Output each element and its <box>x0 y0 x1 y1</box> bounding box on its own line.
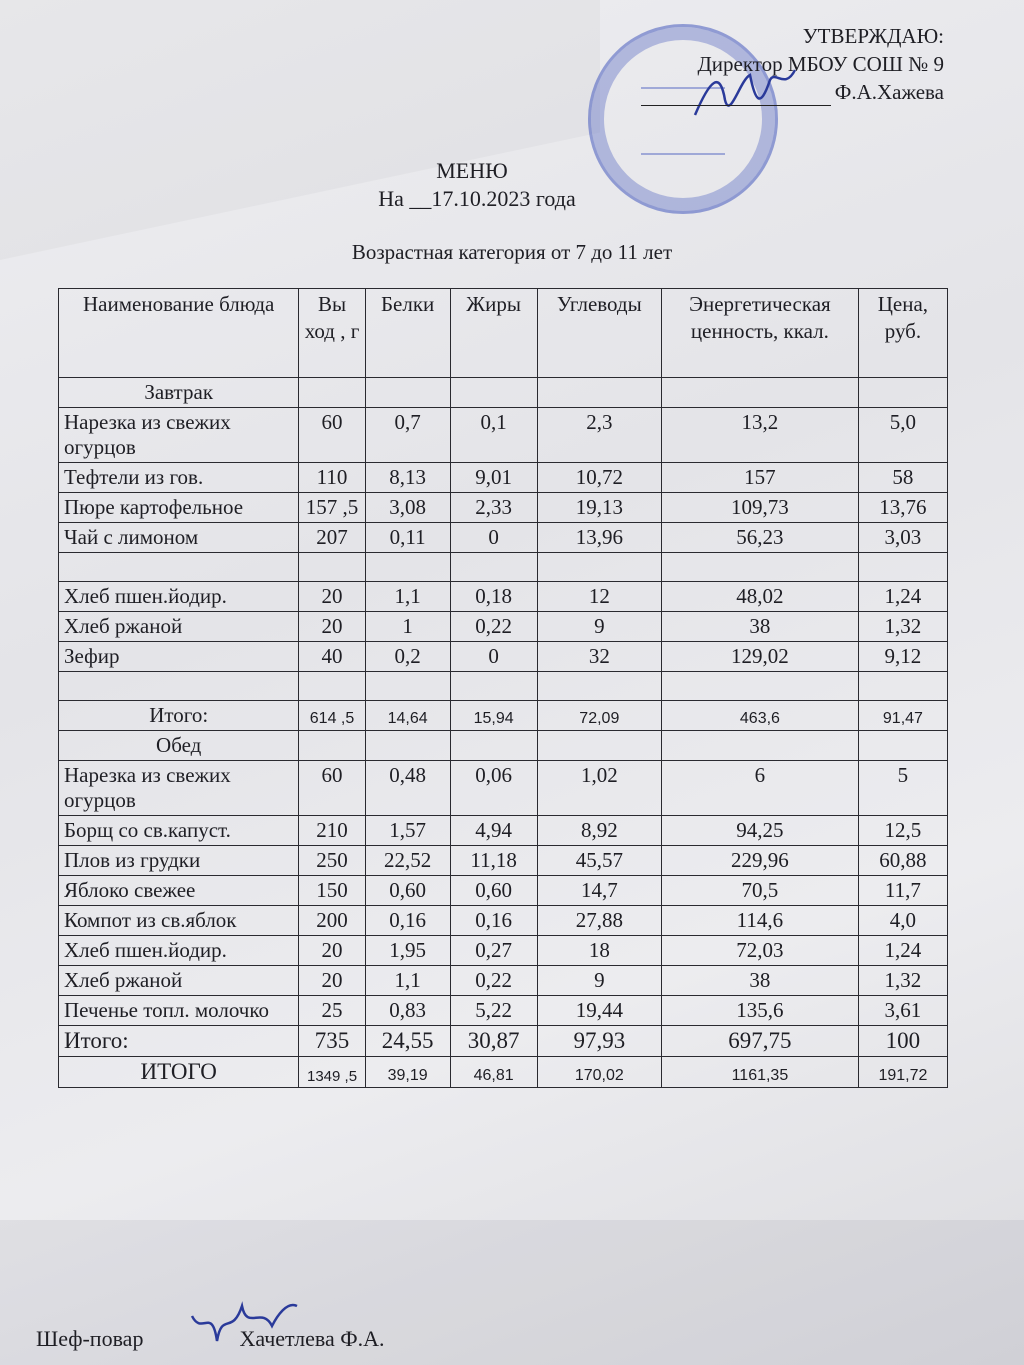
value-cell: 11,18 <box>450 846 537 876</box>
chef-label: Шеф-повар <box>36 1326 144 1351</box>
table-row <box>59 936 948 966</box>
value-cell: 0,22 <box>450 966 537 996</box>
table-row <box>59 996 948 1026</box>
value-cell: 4,0 <box>858 906 947 936</box>
value-cell: 9,12 <box>858 642 947 672</box>
dish-name-cell: Итого: <box>59 1026 299 1057</box>
empty-row <box>59 553 948 582</box>
value-cell: 0,60 <box>365 876 450 906</box>
section-row <box>59 378 948 408</box>
dish-name-cell: Хлеб ржаной <box>59 612 299 642</box>
table-row <box>59 761 948 816</box>
dish-name-cell: Плов из грудки <box>59 846 299 876</box>
value-cell: 14,64 <box>365 701 450 731</box>
value-cell: 109,73 <box>661 493 858 523</box>
dish-name-cell: Борщ со св.капуст. <box>59 816 299 846</box>
value-cell: 60 <box>299 408 365 463</box>
value-cell: 110 <box>299 463 365 493</box>
value-cell: 19,44 <box>537 996 661 1026</box>
chef-name: Хачетлева Ф.А. <box>239 1326 385 1351</box>
value-cell: 9,01 <box>450 463 537 493</box>
value-cell: 94,25 <box>661 816 858 846</box>
date-value: 17.10.2023 <box>431 186 531 211</box>
value-cell: 0,11 <box>365 523 450 553</box>
dish-name-cell: Чай с лимоном <box>59 523 299 553</box>
value-cell: 10,72 <box>537 463 661 493</box>
value-cell: 1,02 <box>537 761 661 816</box>
menu-table <box>58 288 948 1088</box>
date-prefix: На __ <box>378 186 432 211</box>
value-cell: 0,27 <box>450 936 537 966</box>
value-cell: 6 <box>661 761 858 816</box>
value-cell: 1,57 <box>365 816 450 846</box>
table-row <box>59 463 948 493</box>
value-cell: 60 <box>299 761 365 816</box>
chef-signature <box>182 1296 302 1356</box>
value-cell: 13,2 <box>661 408 858 463</box>
value-cell: 11,7 <box>858 876 947 906</box>
value-cell: 56,23 <box>661 523 858 553</box>
column-header: Цена, руб. <box>858 289 947 378</box>
table-row <box>59 876 948 906</box>
table-row <box>59 846 948 876</box>
section-row <box>59 731 948 761</box>
section-label: Обед <box>59 731 299 761</box>
value-cell: 20 <box>299 612 365 642</box>
value-cell: 48,02 <box>661 582 858 612</box>
table-row <box>59 612 948 642</box>
value-cell: 250 <box>299 846 365 876</box>
value-cell: 3,61 <box>858 996 947 1026</box>
value-cell: 12,5 <box>858 816 947 846</box>
approval-block <box>641 22 944 106</box>
value-cell: 2,3 <box>537 408 661 463</box>
value-cell: 229,96 <box>661 846 858 876</box>
dish-name-cell: Тефтели из гов. <box>59 463 299 493</box>
value-cell: 0,83 <box>365 996 450 1026</box>
value-cell: 191,72 <box>858 1057 947 1088</box>
value-cell: 1,32 <box>858 966 947 996</box>
value-cell: 46,81 <box>450 1057 537 1088</box>
value-cell: 200 <box>299 906 365 936</box>
column-header: Энергетическая ценность, ккал. <box>661 289 858 378</box>
table-row <box>59 582 948 612</box>
dish-name-cell: Пюре картофельное <box>59 493 299 523</box>
value-cell: 5,22 <box>450 996 537 1026</box>
column-header: Углеводы <box>537 289 661 378</box>
table-row <box>59 966 948 996</box>
dish-name-cell: Зефир <box>59 642 299 672</box>
table-row <box>59 906 948 936</box>
approval-heading: УТВЕРЖДАЮ: <box>802 24 944 48</box>
value-cell: 0,7 <box>365 408 450 463</box>
value-cell: 20 <box>299 582 365 612</box>
total-row <box>59 1026 948 1057</box>
value-cell: 0,60 <box>450 876 537 906</box>
approval-position: Директор МБОУ СОШ № 9 <box>697 52 944 76</box>
approval-name: Ф.А.Хажева <box>834 80 944 104</box>
menu-date <box>0 186 989 212</box>
column-header: Вы ход , г <box>299 289 365 378</box>
value-cell: 72,03 <box>661 936 858 966</box>
value-cell: 4,94 <box>450 816 537 846</box>
total-row <box>59 701 948 731</box>
value-cell: 0,06 <box>450 761 537 816</box>
value-cell: 13,96 <box>537 523 661 553</box>
value-cell: 0,48 <box>365 761 450 816</box>
table-row <box>59 493 948 523</box>
empty-row <box>59 672 948 701</box>
value-cell: 0,18 <box>450 582 537 612</box>
value-cell: 1,1 <box>365 966 450 996</box>
value-cell: 207 <box>299 523 365 553</box>
value-cell: 135,6 <box>661 996 858 1026</box>
value-cell: 38 <box>661 612 858 642</box>
value-cell: 97,93 <box>537 1026 661 1057</box>
value-cell: 0,16 <box>365 906 450 936</box>
value-cell: 91,47 <box>858 701 947 731</box>
value-cell: 697,75 <box>661 1026 858 1057</box>
value-cell: 0 <box>450 523 537 553</box>
section-label: Завтрак <box>59 378 299 408</box>
value-cell: 463,6 <box>661 701 858 731</box>
value-cell: 157 ,5 <box>299 493 365 523</box>
menu-title: МЕНЮ <box>436 158 508 183</box>
value-cell: 9 <box>537 612 661 642</box>
value-cell: 1,32 <box>858 612 947 642</box>
table-row <box>59 642 948 672</box>
table-row <box>59 408 948 463</box>
value-cell: 15,94 <box>450 701 537 731</box>
table-row <box>59 816 948 846</box>
column-header: Жиры <box>450 289 537 378</box>
value-cell: 12 <box>537 582 661 612</box>
dish-name-cell: Яблоко свежее <box>59 876 299 906</box>
value-cell: 1,24 <box>858 936 947 966</box>
value-cell: 27,88 <box>537 906 661 936</box>
value-cell: 19,13 <box>537 493 661 523</box>
value-cell: 18 <box>537 936 661 966</box>
value-cell: 210 <box>299 816 365 846</box>
value-cell: 157 <box>661 463 858 493</box>
value-cell: 1,24 <box>858 582 947 612</box>
value-cell: 24,55 <box>365 1026 450 1057</box>
date-suffix: года <box>530 186 576 211</box>
table-row <box>59 523 948 553</box>
value-cell: 13,76 <box>858 493 947 523</box>
value-cell: 58 <box>858 463 947 493</box>
value-cell: 150 <box>299 876 365 906</box>
value-cell: 25 <box>299 996 365 1026</box>
value-cell: 1349 ,5 <box>299 1057 365 1088</box>
value-cell: 1 <box>365 612 450 642</box>
dish-name-cell: Хлеб ржаной <box>59 966 299 996</box>
value-cell: 1,1 <box>365 582 450 612</box>
dish-name-cell: Печенье топл. молочко <box>59 996 299 1026</box>
value-cell: 8,13 <box>365 463 450 493</box>
value-cell: 0,1 <box>450 408 537 463</box>
grand-total-row <box>59 1057 948 1088</box>
dish-name-cell: Нарезка из свежих огурцов <box>59 761 299 816</box>
value-cell: 1,95 <box>365 936 450 966</box>
value-cell: 0,22 <box>450 612 537 642</box>
value-cell: 0 <box>450 642 537 672</box>
value-cell: 114,6 <box>661 906 858 936</box>
value-cell: 129,02 <box>661 642 858 672</box>
value-cell: 20 <box>299 936 365 966</box>
value-cell: 3,03 <box>858 523 947 553</box>
value-cell: 170,02 <box>537 1057 661 1088</box>
value-cell: 40 <box>299 642 365 672</box>
dish-name-cell: Нарезка из свежих огурцов <box>59 408 299 463</box>
value-cell: 38 <box>661 966 858 996</box>
value-cell: 60,88 <box>858 846 947 876</box>
value-cell: 1161,35 <box>661 1057 858 1088</box>
value-cell: 5 <box>858 761 947 816</box>
value-cell: 30,87 <box>450 1026 537 1057</box>
value-cell: 45,57 <box>537 846 661 876</box>
dish-name-cell: Компот из св.яблок <box>59 906 299 936</box>
value-cell: 735 <box>299 1026 365 1057</box>
value-cell: 14,7 <box>537 876 661 906</box>
table-header-row <box>59 289 948 378</box>
dish-name-cell: Итого: <box>59 701 299 731</box>
value-cell: 614 ,5 <box>299 701 365 731</box>
value-cell: 0,2 <box>365 642 450 672</box>
column-header: Белки <box>365 289 450 378</box>
value-cell: 9 <box>537 966 661 996</box>
value-cell: 22,52 <box>365 846 450 876</box>
dish-name-cell: ИТОГО <box>59 1057 299 1088</box>
value-cell: 20 <box>299 966 365 996</box>
column-header: Наименование блюда <box>59 289 299 378</box>
value-cell: 8,92 <box>537 816 661 846</box>
age-category: Возрастная категория от 7 до 11 лет <box>351 240 673 264</box>
value-cell: 70,5 <box>661 876 858 906</box>
value-cell: 39,19 <box>365 1057 450 1088</box>
value-cell: 0,16 <box>450 906 537 936</box>
value-cell: 5,0 <box>858 408 947 463</box>
dish-name-cell: Хлеб пшен.йодир. <box>59 582 299 612</box>
value-cell: 2,33 <box>450 493 537 523</box>
value-cell: 100 <box>858 1026 947 1057</box>
value-cell: 72,09 <box>537 701 661 731</box>
value-cell: 3,08 <box>365 493 450 523</box>
value-cell: 32 <box>537 642 661 672</box>
dish-name-cell: Хлеб пшен.йодир. <box>59 936 299 966</box>
